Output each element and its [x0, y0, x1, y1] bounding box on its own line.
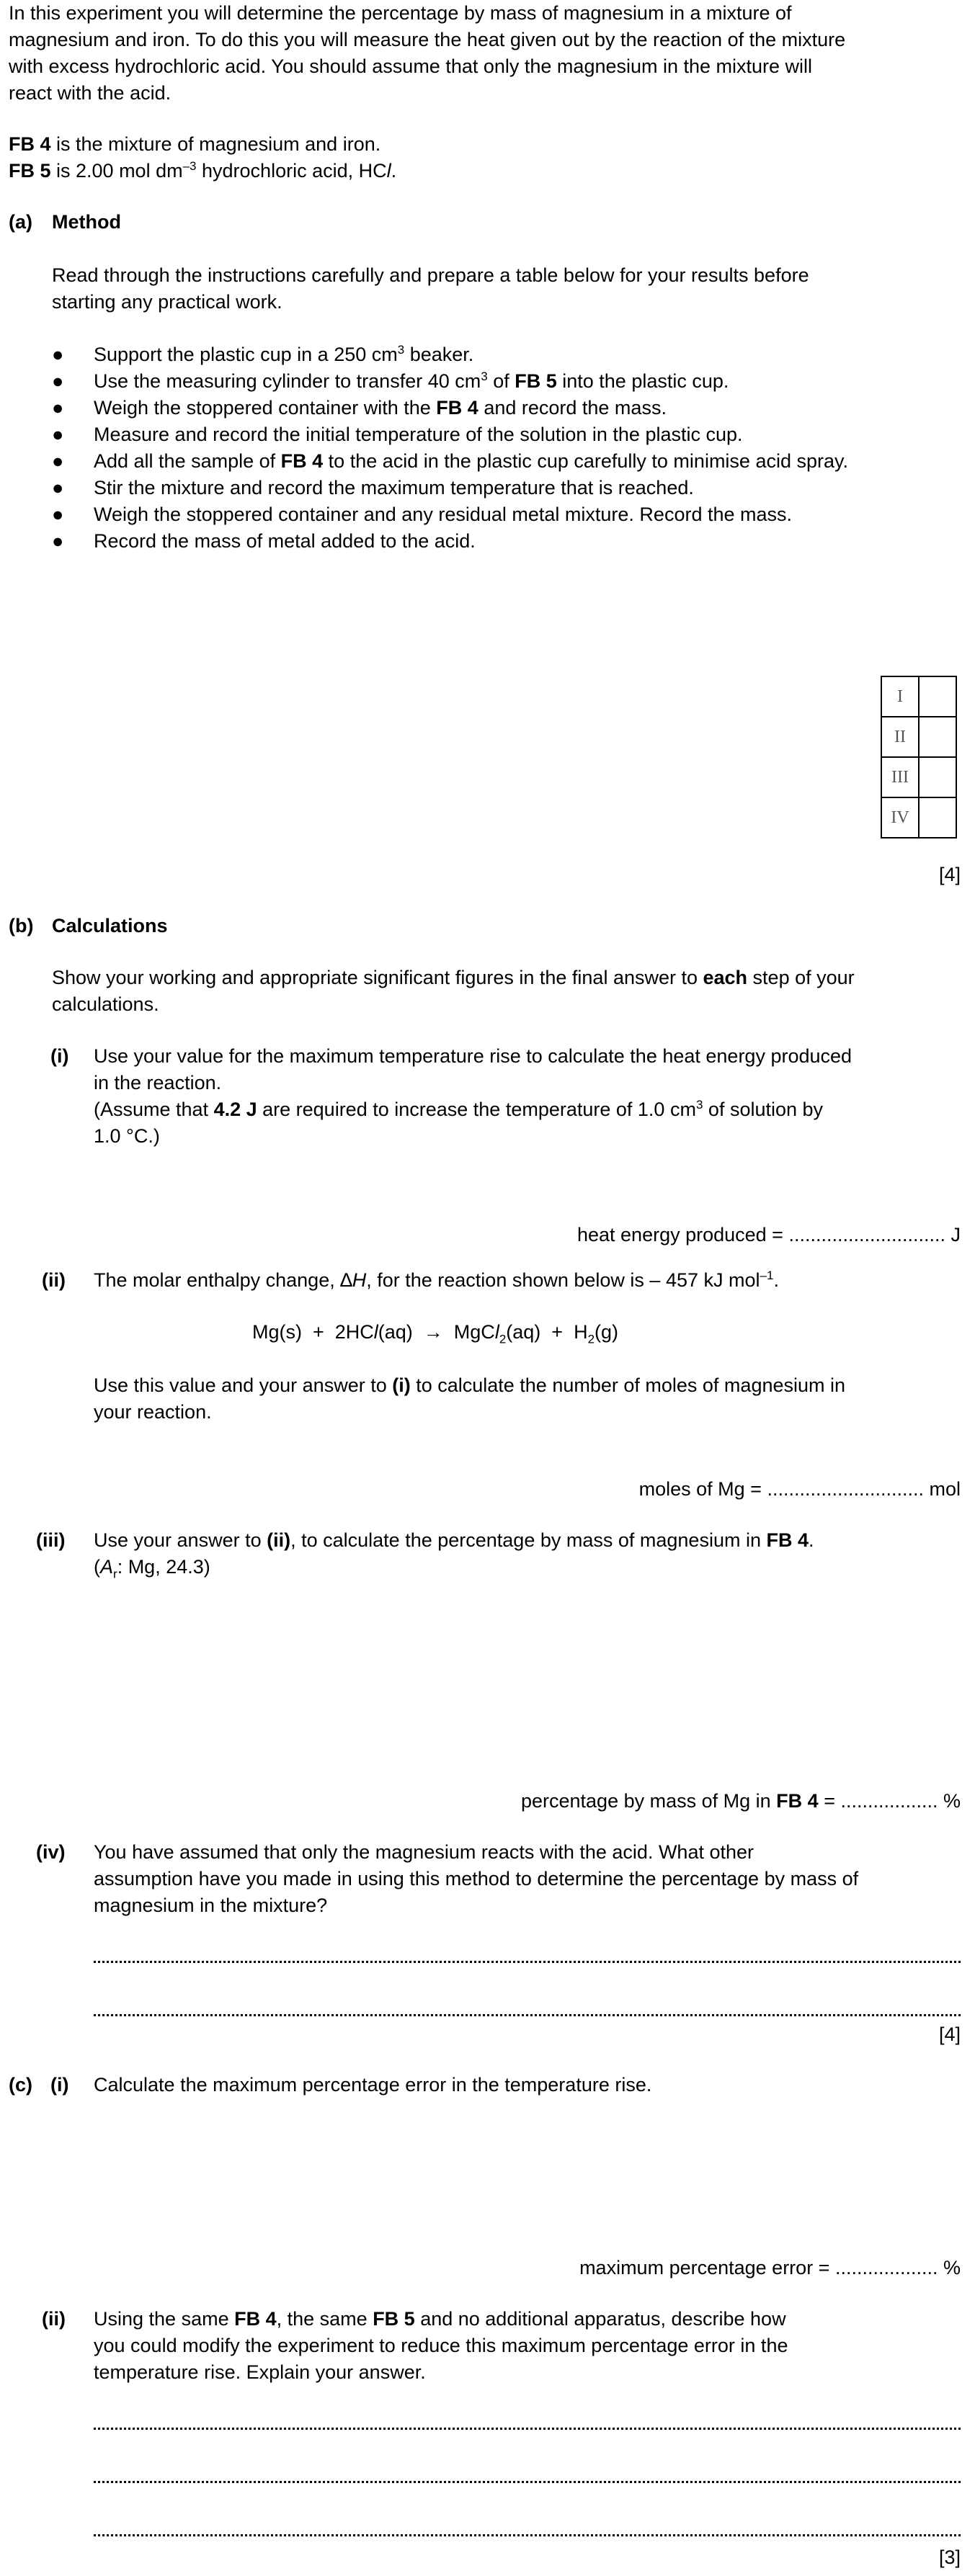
question-bold: FB 4 — [766, 1529, 809, 1551]
question-line: you could modify the experiment to reduce this maximum percentage error in the — [94, 2335, 788, 2356]
step-text — [94, 341, 473, 368]
bullet-icon: ● — [52, 344, 64, 365]
question-bold: (ii) — [267, 1529, 291, 1551]
question-c-i: Calculate the maximum percentage error in the temperature rise. — [94, 2074, 652, 2096]
marks-box — [919, 717, 956, 757]
question-number: (ii) — [42, 1269, 66, 1291]
question-part: Use your answer to — [94, 1529, 267, 1551]
fb4-code: FB 4 — [9, 133, 51, 155]
bullet-icon: ● — [52, 370, 64, 392]
reaction-equation — [252, 1319, 618, 1346]
part-b-title: Calculations — [52, 915, 168, 936]
fb5-end: . — [391, 160, 397, 182]
question-line — [94, 2306, 960, 2333]
question-line: your reaction. — [94, 1401, 212, 1423]
step-text-part: into the plastic cup. — [556, 370, 729, 392]
intro-line: with excess hydrochloric acid. You should assume that only the magnesium in the mixture will — [9, 55, 813, 77]
question-part: are required to increase the temperature of 1.0 cm — [257, 1099, 696, 1120]
question-number: (ii) — [42, 2308, 66, 2330]
fb5-code: FB 5 — [9, 160, 51, 182]
marks-row — [881, 797, 956, 838]
part-a-title: Method — [52, 211, 121, 233]
examiner-marks-table — [881, 676, 957, 838]
question-part: : Mg, 24.3) — [117, 1556, 210, 1578]
question-part: Using the same — [94, 2308, 235, 2330]
step-text-part: of — [487, 370, 515, 392]
part-b-label: (b) — [9, 915, 34, 936]
step-bold: FB 4 — [280, 450, 324, 472]
question-bold: 4.2 J — [213, 1099, 257, 1120]
answer-line[interactable] — [94, 2478, 961, 2483]
instruction-bold: each — [703, 967, 748, 988]
equation-part: (g) — [595, 1321, 619, 1343]
answer-max-percentage-error[interactable]: maximum percentage error = ................... % — [579, 2257, 961, 2278]
instruction-line: calculations. — [52, 993, 159, 1015]
question-number: (i) — [50, 1045, 69, 1067]
bullet-icon: ● — [52, 397, 64, 419]
question-b-iii — [94, 1527, 960, 1580]
question-line: magnesium in the mixture? — [94, 1895, 328, 1916]
marks-row-label: III — [881, 757, 919, 797]
part-b-instructions — [52, 965, 960, 1018]
bullet-icon: ● — [52, 450, 64, 472]
materials-list — [9, 131, 960, 184]
question-italic: A — [100, 1556, 114, 1578]
question-sup: 3 — [695, 1098, 703, 1112]
intro-text — [9, 0, 960, 107]
fb5-sup: –3 — [182, 159, 197, 173]
step-text — [94, 395, 667, 421]
part-b-marks: [4] — [938, 2023, 961, 2045]
step-text-part: to the acid in the plastic cup carefully to minimise acid spray. — [323, 450, 849, 472]
question-number: (i) — [50, 2074, 69, 2096]
marks-box — [919, 676, 956, 717]
question-part: and no additional apparatus, describe how — [414, 2308, 786, 2330]
question-c-ii — [94, 2306, 960, 2386]
question-b-iv — [94, 1839, 960, 1919]
fb5-text: hydrochloric acid, HC — [196, 160, 387, 182]
question-line: 1.0 °C.) — [94, 1125, 160, 1147]
part-a-marks: [4] — [938, 864, 961, 885]
instruction-part: step of your — [747, 967, 855, 988]
part-c-marks: [3] — [938, 2546, 961, 2568]
question-sup: –1 — [760, 1269, 774, 1282]
marks-box — [919, 757, 956, 797]
question-b-ii — [94, 1267, 960, 1294]
marks-row — [881, 676, 956, 717]
question-line — [94, 1096, 960, 1123]
fb4-description — [9, 131, 960, 158]
question-bold: (i) — [392, 1374, 411, 1396]
question-number: (iv) — [36, 1841, 66, 1863]
step-text — [94, 448, 848, 475]
answer-bold: FB 4 — [776, 1790, 819, 1812]
question-line: Use your value for the maximum temperature rise to calculate the heat energy produced — [94, 1045, 852, 1067]
answer-line[interactable] — [94, 2531, 961, 2536]
bullet-icon: ● — [52, 477, 64, 498]
fb4-text: is the mixture of magnesium and iron. — [50, 133, 381, 155]
question-part: . — [808, 1529, 814, 1551]
equation-part: (aq) + H — [506, 1321, 588, 1343]
answer-part: percentage by mass of Mg in — [520, 1790, 777, 1812]
marks-row-label: II — [881, 717, 919, 757]
part-a-instructions — [52, 262, 960, 316]
step-sup: 3 — [481, 370, 488, 383]
marks-box — [919, 797, 956, 838]
question-part: The molar enthalpy change, ∆ — [94, 1269, 352, 1291]
question-line — [94, 1554, 960, 1580]
bullet-icon: ● — [52, 530, 64, 552]
instruction-line: Read through the instructions carefully and prepare a table below for your results before — [52, 264, 809, 286]
question-line — [94, 1372, 960, 1399]
step-bold: FB 5 — [515, 370, 557, 392]
step-text: Measure and record the initial temperature of the solution in the plastic cup. — [94, 424, 743, 445]
question-line — [94, 1527, 960, 1554]
question-part: . — [773, 1269, 779, 1291]
bullet-icon: ● — [52, 504, 64, 525]
instruction-line — [52, 965, 960, 991]
step-text — [94, 368, 729, 395]
marks-row-label: I — [881, 676, 919, 717]
question-sub: r — [113, 1567, 117, 1581]
question-part: , for the reaction shown below is – 457 kJ mol — [366, 1269, 760, 1291]
answer-line[interactable] — [94, 2011, 961, 2016]
step-text-part: Use the measuring cylinder to transfer 40 cm — [94, 370, 481, 392]
question-part: , to calculate the percentage by mass of magnesium in — [290, 1529, 767, 1551]
step-text: Record the mass of metal added to the acid. — [94, 530, 476, 552]
marks-row — [881, 717, 956, 757]
marks-row — [881, 757, 956, 797]
question-bold: FB 5 — [373, 2308, 415, 2330]
step-text-part: Weigh the stoppered container with the — [94, 397, 437, 419]
intro-line: In this experiment you will determine the percentage by mass of magnesium in a mixture of — [9, 2, 792, 24]
equation-sub: 2 — [499, 1332, 507, 1346]
question-b-ii-cont — [94, 1372, 960, 1426]
answer-line[interactable] — [94, 2425, 961, 2430]
bullet-icon: ● — [52, 424, 64, 445]
answer-part: = .................. % — [818, 1790, 961, 1812]
step-text: Stir the mixture and record the maximum temperature that is reached. — [94, 477, 694, 498]
step-text: Weigh the stoppered container and any residual metal mixture. Record the mass. — [94, 504, 793, 525]
equation-sub: 2 — [587, 1332, 595, 1346]
step-text-part: Support the plastic cup in a 250 cm — [94, 344, 398, 365]
part-a-label: (a) — [9, 211, 32, 233]
question-line: temperature rise. Explain your answer. — [94, 2361, 426, 2383]
equation-italic: l — [373, 1321, 378, 1343]
question-part: of solution by — [703, 1099, 824, 1120]
question-part: ( — [94, 1556, 100, 1578]
instruction-part: Show your working and appropriate significant figures in the final answer to — [52, 967, 703, 988]
step-bold: FB 4 — [436, 397, 478, 419]
question-bold: FB 4 — [234, 2308, 277, 2330]
question-b-i — [94, 1043, 960, 1150]
step-text-part: beaker. — [404, 344, 474, 365]
part-c-label: (c) — [9, 2074, 32, 2096]
question-line: You have assumed that only the magnesium reacts with the acid. What other — [94, 1841, 754, 1863]
question-line: in the reaction. — [94, 1072, 222, 1094]
step-sup: 3 — [397, 343, 405, 357]
intro-line: magnesium and iron. To do this you will measure the heat given out by the reaction of the mixture — [9, 29, 846, 50]
equation-part: (aq) → MgC — [378, 1321, 495, 1343]
step-text-part: and record the mass. — [478, 397, 667, 419]
question-number: (iii) — [36, 1529, 66, 1551]
question-part: Use this value and your answer to — [94, 1374, 393, 1396]
marks-row-label: IV — [881, 797, 919, 838]
instruction-line: starting any practical work. — [52, 291, 282, 313]
question-part: , the same — [276, 2308, 373, 2330]
equation-italic: l — [494, 1321, 499, 1343]
question-part: (Assume that — [94, 1099, 214, 1120]
question-italic: H — [352, 1269, 367, 1291]
answer-moles-mg[interactable]: moles of Mg = ............................. mol — [638, 1478, 961, 1500]
fb5-text: is 2.00 mol dm — [50, 160, 183, 182]
fb5-description — [9, 158, 960, 184]
step-text-part: Add all the sample of — [94, 450, 281, 472]
fb5-italic: l — [386, 160, 391, 182]
answer-line[interactable] — [94, 1958, 961, 1963]
question-line: assumption have you made in using this method to determine the percentage by mass of — [94, 1868, 859, 1889]
answer-heat-energy[interactable]: heat energy produced = ............................. J — [576, 1224, 961, 1245]
equation-part: Mg(s) + 2HC — [252, 1321, 374, 1343]
answer-percentage-mg[interactable] — [521, 1788, 961, 1815]
intro-line: react with the acid. — [9, 82, 172, 104]
question-line — [94, 1267, 960, 1294]
question-part: to calculate the number of moles of magnesium in — [410, 1374, 846, 1396]
